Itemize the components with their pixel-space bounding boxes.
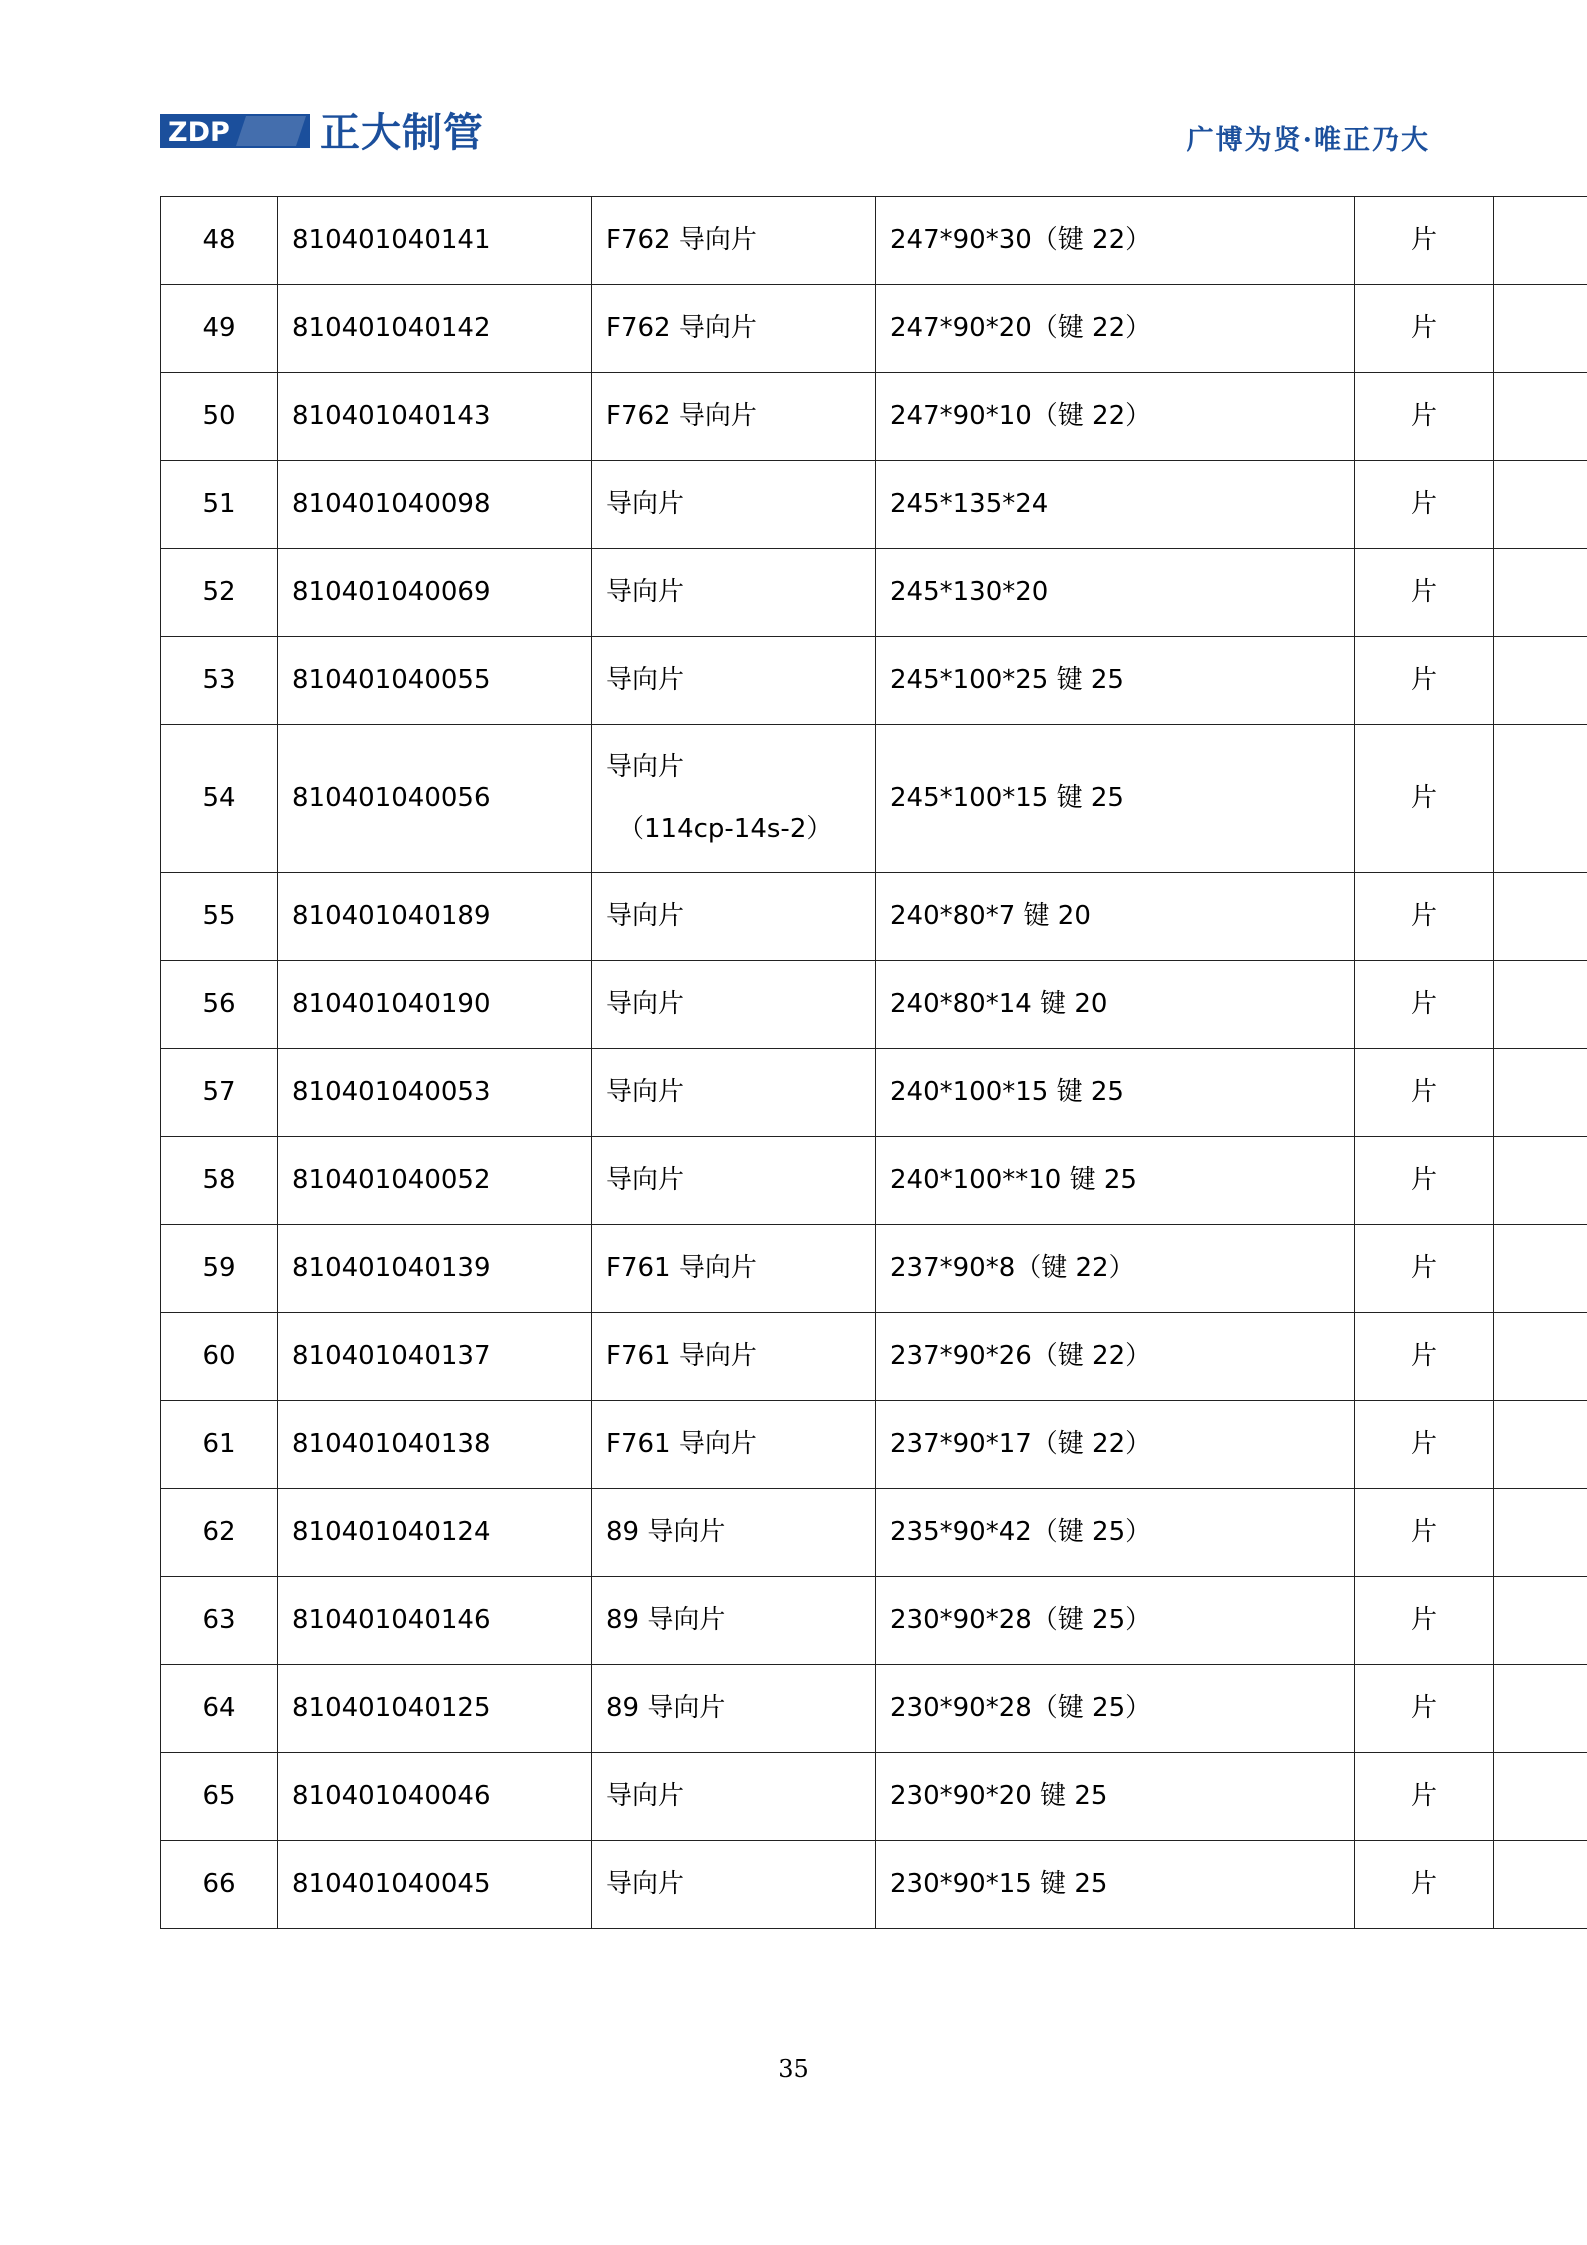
row-spec: 247*90*30（键 22） — [876, 197, 1355, 285]
row-spec: 237*90*17（键 22） — [876, 1401, 1355, 1489]
table-row — [161, 1753, 1587, 1841]
table-row — [161, 1137, 1587, 1225]
row-note — [1494, 1313, 1587, 1401]
row-spec: 240*80*7 键 20 — [876, 873, 1355, 961]
row-name: F762 导向片 — [592, 285, 876, 373]
row-spec: 235*90*42（键 25） — [876, 1489, 1355, 1577]
row-note — [1494, 461, 1587, 549]
row-spec: 245*100*25 键 25 — [876, 637, 1355, 725]
company-slogan: 广博为贤·唯正乃大 — [1186, 125, 1430, 156]
row-unit: 片 — [1355, 961, 1494, 1049]
table-row — [161, 1401, 1587, 1489]
table-row — [161, 637, 1587, 725]
row-code: 810401040190 — [278, 961, 592, 1049]
table-row — [161, 725, 1587, 873]
row-code: 810401040138 — [278, 1401, 592, 1489]
row-code: 810401040189 — [278, 873, 592, 961]
row-note — [1494, 1489, 1587, 1577]
row-unit: 片 — [1355, 1225, 1494, 1313]
table-row — [161, 285, 1587, 373]
row-note — [1494, 725, 1587, 873]
table-row — [161, 873, 1587, 961]
row-code: 810401040046 — [278, 1753, 592, 1841]
row-spec: 245*135*24 — [876, 461, 1355, 549]
row-no: 58 — [161, 1137, 278, 1225]
zdp-logo-icon — [160, 110, 310, 156]
row-code: 810401040146 — [278, 1577, 592, 1665]
row-code: 810401040056 — [278, 725, 592, 873]
row-name: 导向片 — [592, 549, 876, 637]
row-code: 810401040142 — [278, 285, 592, 373]
row-name: 89 导向片 — [592, 1577, 876, 1665]
row-spec: 237*90*8（键 22） — [876, 1225, 1355, 1313]
row-name: F761 导向片 — [592, 1313, 876, 1401]
row-note — [1494, 1841, 1587, 1929]
row-unit: 片 — [1355, 1401, 1494, 1489]
row-note — [1494, 197, 1587, 285]
row-name-line2: （114cp-14s-2） — [618, 813, 833, 844]
row-unit: 片 — [1355, 197, 1494, 285]
row-name: 导向片 — [592, 961, 876, 1049]
table-row — [161, 1225, 1587, 1313]
row-spec: 230*90*28（键 25） — [876, 1665, 1355, 1753]
row-spec: 230*90*15 键 25 — [876, 1841, 1355, 1929]
row-spec: 240*100**10 键 25 — [876, 1137, 1355, 1225]
row-name-line1: 导向片 — [606, 752, 685, 783]
row-no: 50 — [161, 373, 278, 461]
row-code: 810401040139 — [278, 1225, 592, 1313]
page-footer — [0, 2055, 1587, 2083]
row-unit: 片 — [1355, 1489, 1494, 1577]
row-name: F761 导向片 — [592, 1225, 876, 1313]
row-no: 55 — [161, 873, 278, 961]
row-unit: 片 — [1355, 1841, 1494, 1929]
row-code: 810401040143 — [278, 373, 592, 461]
row-no: 52 — [161, 549, 278, 637]
row-note — [1494, 1401, 1587, 1489]
spec-table — [160, 196, 1587, 1929]
row-unit: 片 — [1355, 1753, 1494, 1841]
row-note — [1494, 1577, 1587, 1665]
row-note — [1494, 873, 1587, 961]
row-unit: 片 — [1355, 1049, 1494, 1137]
row-note — [1494, 1137, 1587, 1225]
row-unit: 片 — [1355, 373, 1494, 461]
row-unit: 片 — [1355, 637, 1494, 725]
spec-table-container — [160, 196, 1437, 1929]
row-name: 89 导向片 — [592, 1665, 876, 1753]
row-note — [1494, 1049, 1587, 1137]
table-row — [161, 1313, 1587, 1401]
table-row — [161, 961, 1587, 1049]
row-spec: 240*80*14 键 20 — [876, 961, 1355, 1049]
row-code: 810401040124 — [278, 1489, 592, 1577]
table-row — [161, 1577, 1587, 1665]
row-spec: 247*90*10（键 22） — [876, 373, 1355, 461]
row-name: 导向片 — [592, 1137, 876, 1225]
row-name: 导向片 — [592, 873, 876, 961]
row-name: 导向片 — [592, 1841, 876, 1929]
table-row — [161, 1489, 1587, 1577]
row-no: 65 — [161, 1753, 278, 1841]
row-note — [1494, 549, 1587, 637]
row-note — [1494, 285, 1587, 373]
table-row — [161, 1841, 1587, 1929]
row-note — [1494, 1753, 1587, 1841]
table-row — [161, 549, 1587, 637]
company-name: 正大制管 — [320, 110, 484, 156]
row-spec: 247*90*20（键 22） — [876, 285, 1355, 373]
row-spec: 230*90*20 键 25 — [876, 1753, 1355, 1841]
row-unit: 片 — [1355, 1137, 1494, 1225]
row-name: 导向片 — [592, 1753, 876, 1841]
row-no: 66 — [161, 1841, 278, 1929]
row-unit: 片 — [1355, 725, 1494, 873]
row-no: 60 — [161, 1313, 278, 1401]
row-name — [592, 725, 876, 873]
row-unit: 片 — [1355, 873, 1494, 961]
svg-text:ZDP: ZDP — [168, 117, 230, 148]
row-spec: 245*100*15 键 25 — [876, 725, 1355, 873]
row-no: 63 — [161, 1577, 278, 1665]
row-name: 导向片 — [592, 637, 876, 725]
row-name: 89 导向片 — [592, 1489, 876, 1577]
company-logo — [160, 110, 484, 156]
row-code: 810401040137 — [278, 1313, 592, 1401]
table-row — [161, 373, 1587, 461]
row-note — [1494, 637, 1587, 725]
row-no: 49 — [161, 285, 278, 373]
row-code: 810401040045 — [278, 1841, 592, 1929]
row-unit: 片 — [1355, 549, 1494, 637]
row-code: 810401040141 — [278, 197, 592, 285]
table-row — [161, 461, 1587, 549]
row-code: 810401040055 — [278, 637, 592, 725]
row-no: 61 — [161, 1401, 278, 1489]
row-spec: 237*90*26（键 22） — [876, 1313, 1355, 1401]
table-row — [161, 1665, 1587, 1753]
row-no: 51 — [161, 461, 278, 549]
row-no: 48 — [161, 197, 278, 285]
spec-table-body — [161, 197, 1587, 1929]
row-spec: 230*90*28（键 25） — [876, 1577, 1355, 1665]
row-no: 64 — [161, 1665, 278, 1753]
row-no: 53 — [161, 637, 278, 725]
row-no: 57 — [161, 1049, 278, 1137]
table-row — [161, 197, 1587, 285]
row-unit: 片 — [1355, 1577, 1494, 1665]
row-code: 810401040098 — [278, 461, 592, 549]
row-note — [1494, 961, 1587, 1049]
row-no: 62 — [161, 1489, 278, 1577]
row-no: 54 — [161, 725, 278, 873]
row-name: 导向片 — [592, 461, 876, 549]
row-no: 56 — [161, 961, 278, 1049]
row-unit: 片 — [1355, 461, 1494, 549]
row-no: 59 — [161, 1225, 278, 1313]
page-number: 35 — [778, 2055, 809, 2083]
row-spec: 245*130*20 — [876, 549, 1355, 637]
row-name: F761 导向片 — [592, 1401, 876, 1489]
row-name: F762 导向片 — [592, 373, 876, 461]
row-code: 810401040069 — [278, 549, 592, 637]
row-code: 810401040125 — [278, 1665, 592, 1753]
row-unit: 片 — [1355, 1665, 1494, 1753]
row-unit: 片 — [1355, 285, 1494, 373]
row-note — [1494, 1665, 1587, 1753]
row-note — [1494, 1225, 1587, 1313]
page-header — [160, 110, 1430, 180]
row-note — [1494, 373, 1587, 461]
row-spec: 240*100*15 键 25 — [876, 1049, 1355, 1137]
row-code: 810401040053 — [278, 1049, 592, 1137]
row-code: 810401040052 — [278, 1137, 592, 1225]
row-name: 导向片 — [592, 1049, 876, 1137]
row-name: F762 导向片 — [592, 197, 876, 285]
table-row — [161, 1049, 1587, 1137]
row-unit: 片 — [1355, 1313, 1494, 1401]
